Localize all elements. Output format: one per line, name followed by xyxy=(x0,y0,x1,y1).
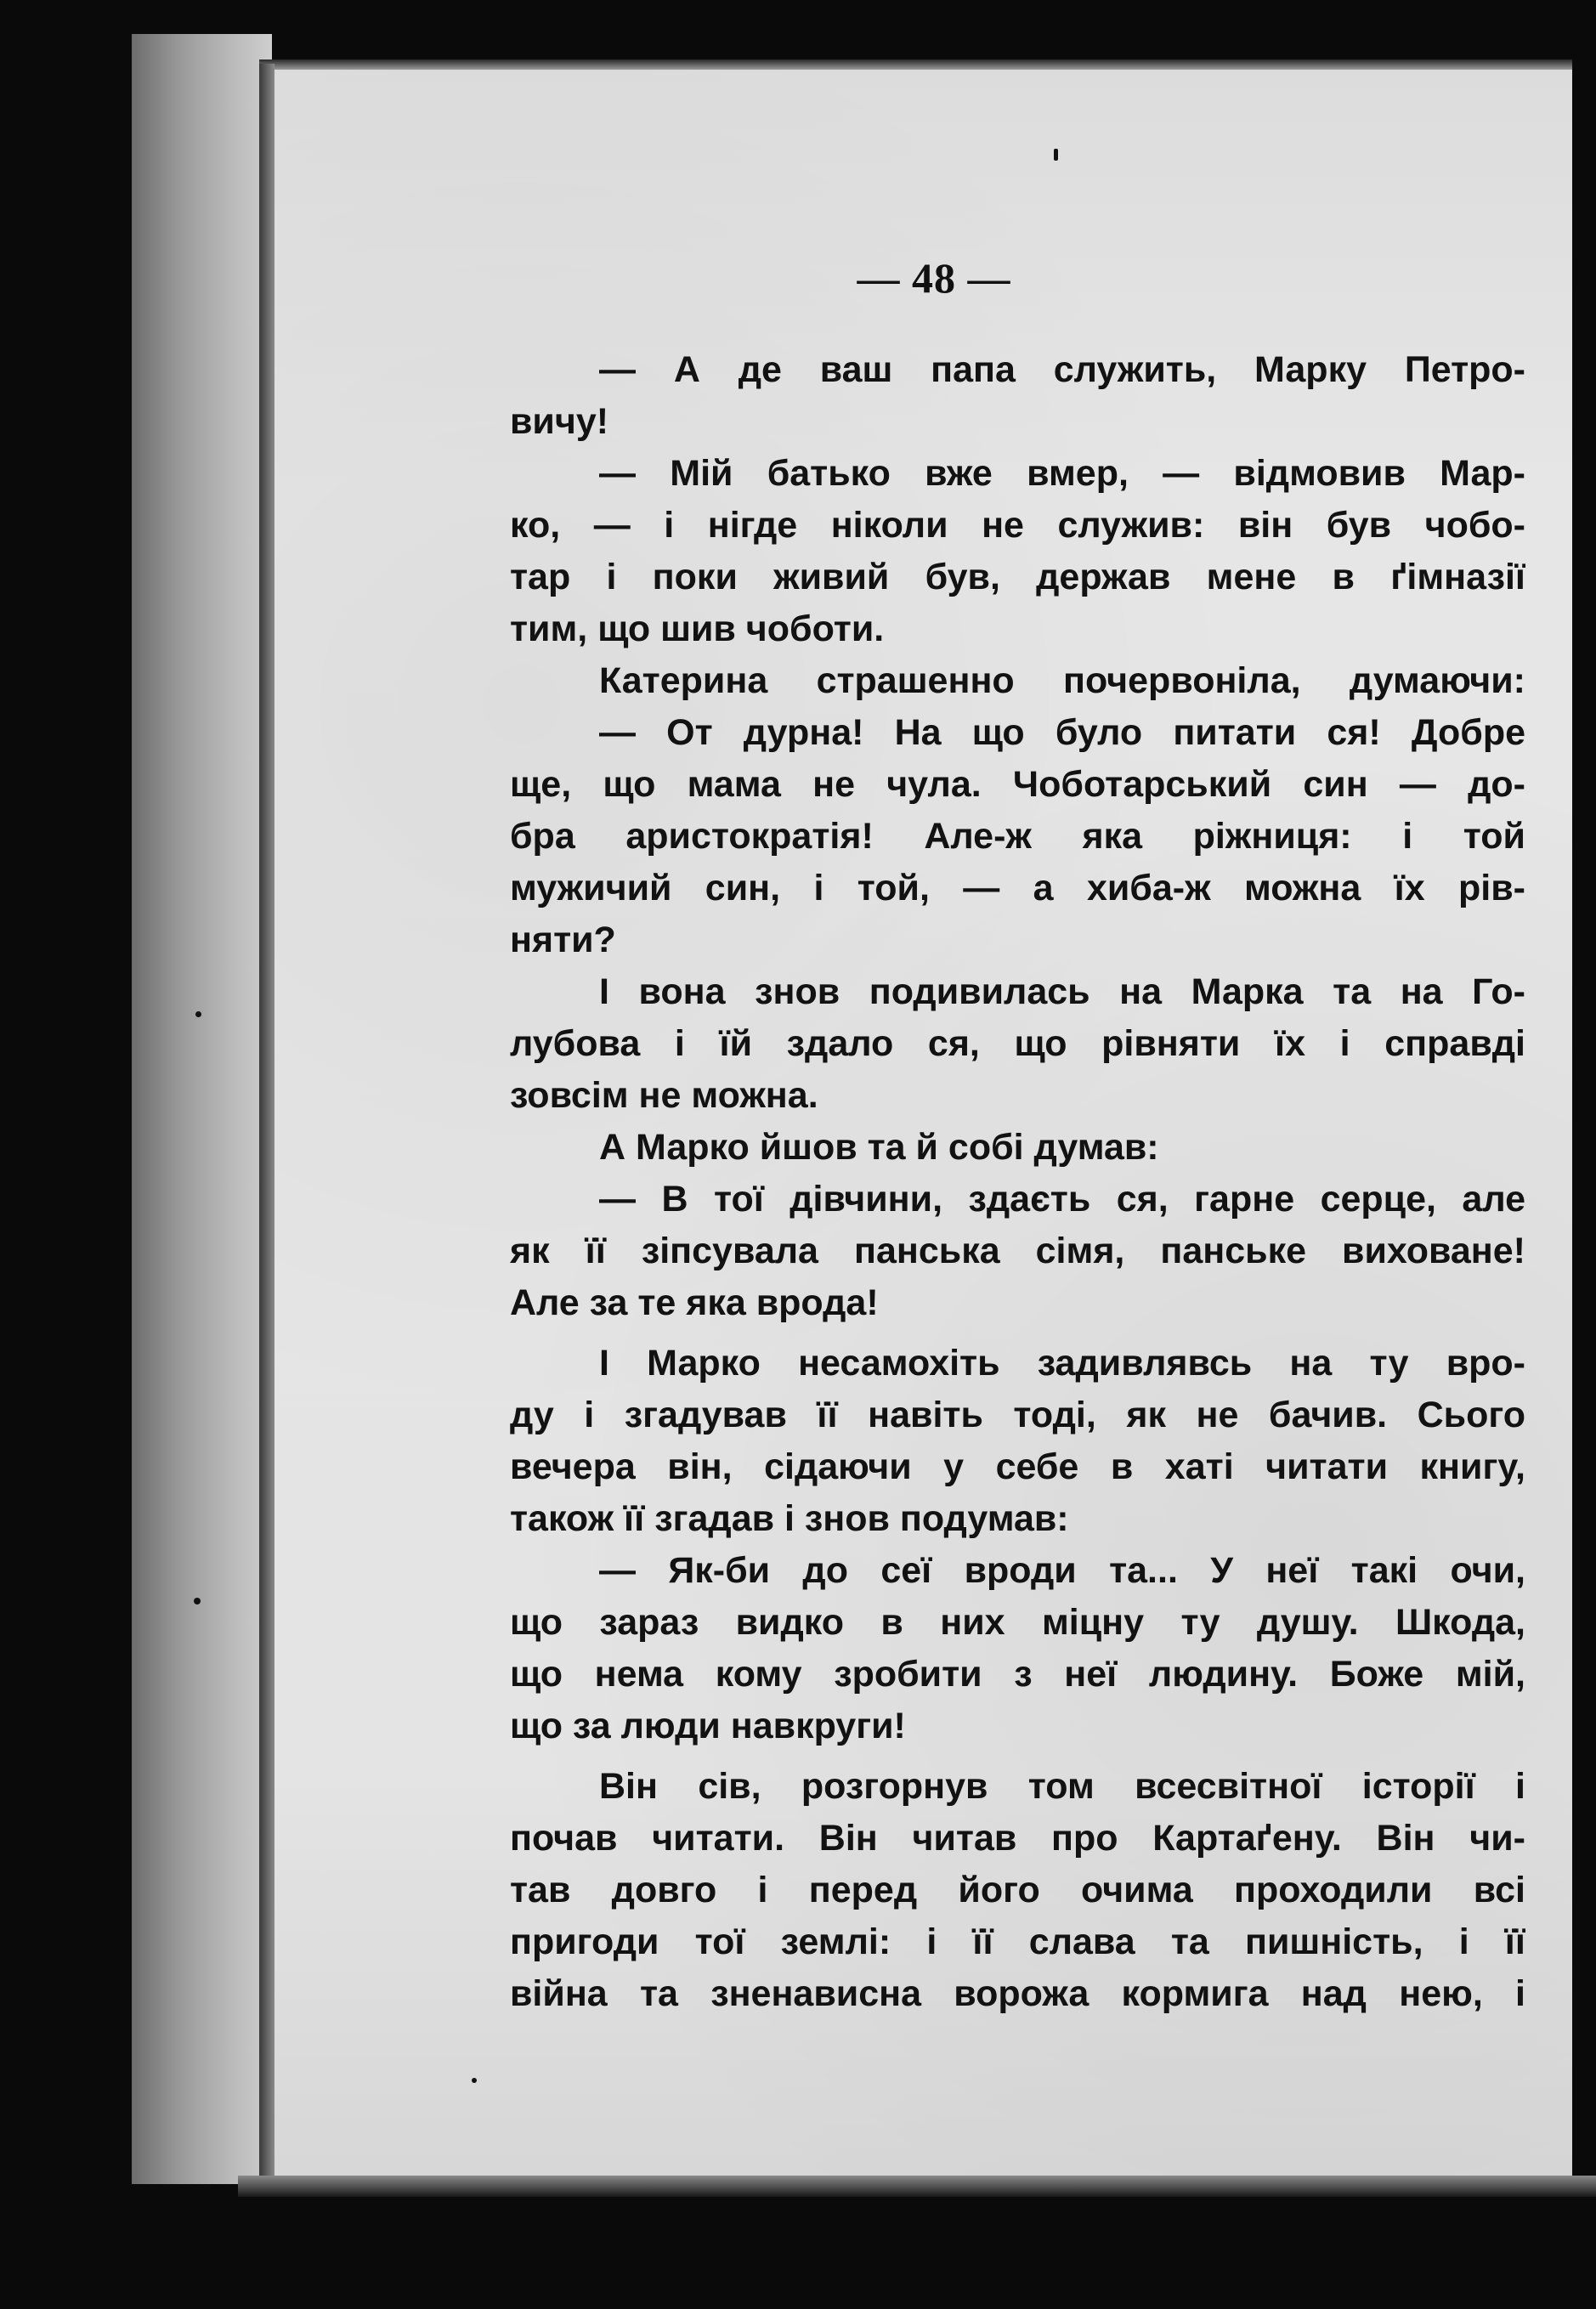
text-line: вичу! xyxy=(510,401,609,442)
scan-speck xyxy=(195,1011,201,1017)
text-line: що зараз видко в них міцну ту душу. Шкода, xyxy=(510,1602,1525,1643)
text-line: — Мій батько вже вмер, — відмовив Мар- xyxy=(599,453,1525,494)
text-line: війна та зненависна ворожа кормига над нею, і xyxy=(510,1973,1525,2014)
text-line: лубова і їй здало ся, що рівняти їх і справді xyxy=(510,1023,1525,1064)
text-line: — А де ваш папа служить, Марку Петро- xyxy=(599,349,1525,390)
body-text xyxy=(510,344,1525,2020)
text-line: вечера він, сідаючи у себе в хаті читати книгу, xyxy=(510,1446,1525,1487)
text-line: почав читати. Він читав про Картаґену. Він чи- xyxy=(510,1818,1525,1859)
text-line: — В тої дівчини, здаєть ся, гарне серце, але xyxy=(599,1179,1525,1220)
text-line: пригоди тої землі: і її слава та пишність, і її xyxy=(510,1921,1525,1962)
text-line: — Як-би до сеї вроди та... У неї такі очи, xyxy=(599,1550,1525,1591)
text-line: І вона знов подивилась на Марка та на Го- xyxy=(599,971,1525,1012)
text-line: ще, що мама не чула. Чоботарський син — до- xyxy=(510,764,1525,805)
previous-page-edge xyxy=(132,34,272,2184)
text-line: як її зіпсувала панська сімя, панське виховане! xyxy=(510,1231,1525,1271)
text-line: Катерина страшенно почервоніла, думаючи: xyxy=(599,660,1525,701)
text-line: мужичий син, і той, — а хиба-ж можна їх рів- xyxy=(510,868,1525,908)
page-binding-shadow xyxy=(259,64,274,2197)
text-line: що нема кому зробити з неї людину. Боже мій, xyxy=(510,1654,1525,1695)
scan-speck xyxy=(194,1598,201,1604)
text-line: тав довго і перед його очима проходили всі xyxy=(510,1870,1525,1910)
text-line: також її згадав і знов подумав: xyxy=(510,1498,1069,1539)
page-bottom-border xyxy=(238,2176,1596,2197)
text-line: зовсім не можна. xyxy=(510,1075,818,1116)
text-line: тим, що шив чоботи. xyxy=(510,608,885,649)
page-top-border xyxy=(259,59,1572,70)
text-line: що за люди навкруги! xyxy=(510,1706,906,1746)
text-line: Він сів, розгорнув том всесвітної історії і xyxy=(599,1766,1525,1807)
text-line: бра аристократія! Але-ж яка ріжниця: і той xyxy=(510,816,1525,857)
page-number: — 48 — xyxy=(857,254,1011,302)
scan-speck xyxy=(1054,149,1058,161)
scan-speck xyxy=(472,2078,477,2083)
text-line: няти? xyxy=(510,920,616,960)
text-line: тар і поки живий був, держав мене в ґімназії xyxy=(510,557,1525,597)
text-line: І Марко несамохіть задивлявсь на ту вро- xyxy=(599,1343,1525,1384)
text-line: — От дурна! На що було питати ся! Добре xyxy=(599,712,1525,753)
text-line: Але за те яка врода! xyxy=(510,1282,879,1323)
text-line: ду і згадував її навіть тоді, як не бачив. Сього xyxy=(510,1395,1525,1435)
text-line: А Марко йшов та й собі думав: xyxy=(599,1127,1159,1168)
text-line: ко, — і нігде ніколи не служив: він був чобо- xyxy=(510,505,1525,546)
